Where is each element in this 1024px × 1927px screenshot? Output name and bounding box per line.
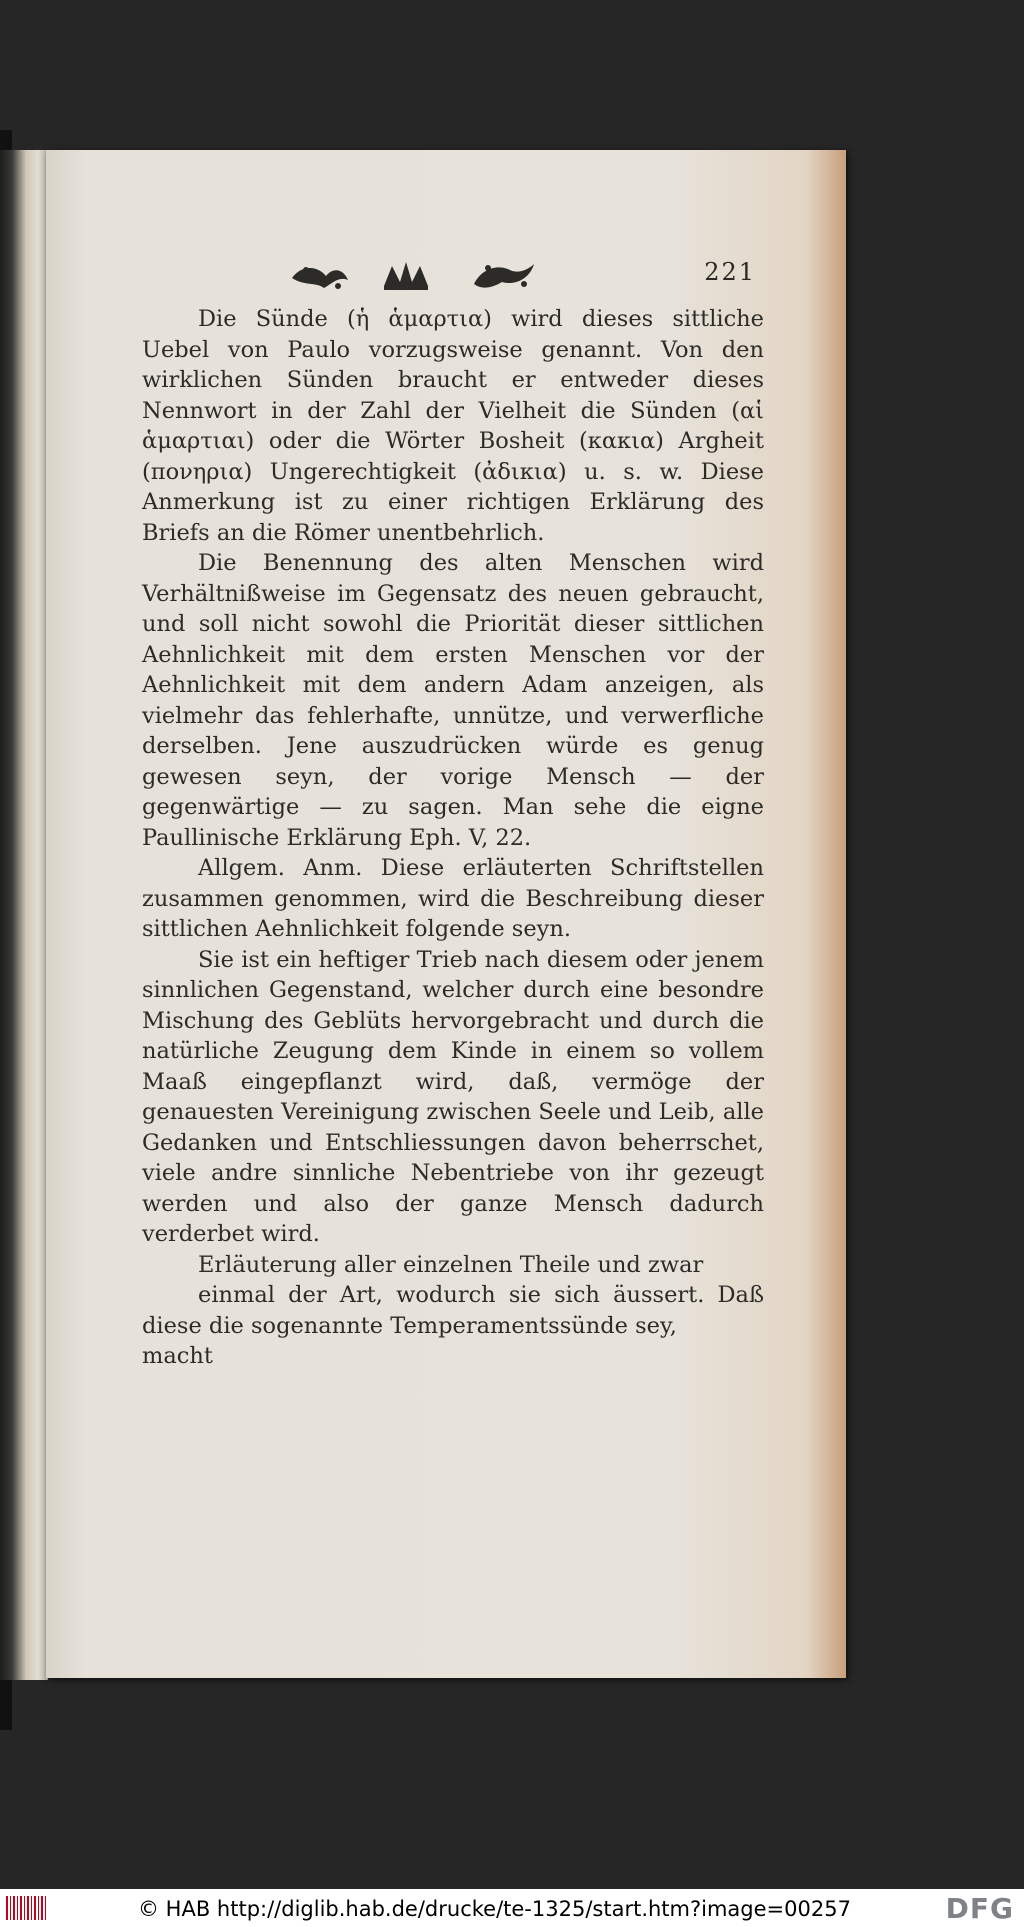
page-number: 221: [704, 258, 756, 286]
page-content: [142, 252, 764, 1372]
book-spine: [0, 150, 48, 1680]
source-link[interactable]: © HAB http://diglib.hab.de/drucke/te-1325/start.htm?image=00257: [138, 1897, 851, 1921]
paragraph: Die Benennung des alten Menschen wird Verhältnißweise im Gegensatz des neuen gebraucht, und soll nicht sowohl die Priorität dieser sittlichen Aehnlichkeit mit dem ersten Menschen vor der Aehnlichkeit mit dem andern Adam anzeigen, als vielmehr das fehlerhafte, unnütze, und verwerfliche derselben. Jene auszudrücken würde es genug gewesen seyn, der vorige Mensch — der gegenwärtige — zu sagen. Man sehe die eigne Paullinische Erklärung Eph. V, 22.: [142, 550, 764, 851]
paragraph: Die Sünde (ἡ ἁμαρτια) wird dieses sittliche Uebel von Paulo vorzugsweise genannt. Von den wirklichen Sünden braucht er entweder dieses Nennwort in der Zahl der Vielheit die Sünden (αἱ ἁμαρτιαι) oder die Wörter Bosheit (κακια) Argheit (πονηρια) Ungerechtigkeit (ἀδικια) u. s. w. Diese Anmerkung ist zu einer richtigen Erklärung des Briefs an die Römer unentbehrlich.: [142, 306, 764, 546]
dfg-logo: DFG: [945, 1892, 1014, 1925]
paragraph: Sie ist ein heftiger Trieb nach diesem oder jenem sinnlichen Gegenstand, welcher durch eine besondre Mischung des Geblüts hervorgebracht und durch die natürliche Zeugung dem Kinde in einem so vollem Maaß eingepflanzt wird, daß, vermöge der genauesten Vereinigung zwischen Seele und Leib, alle Gedanken und Entschliessungen davon beherrschet, viele andre sinnliche Nebentriebe von ihr gezeugt werden und also der ganze Mensch dadurch verderbet wird.: [142, 946, 764, 1247]
paragraph: Erläuterung aller einzelnen Theile und zwar: [198, 1251, 704, 1278]
paragraph: einmal der Art, wodurch sie sich äussert. Daß diese die sogenannte Temperamentssünde sey,: [142, 1282, 764, 1339]
printer-ornament-icon: [288, 256, 538, 296]
library-barcode-icon: [6, 1896, 46, 1920]
paragraph: Allgem. Anm. Diese erläuterten Schriftstellen zusammen genommen, wird die Beschreibung dieser sittlichen Aehnlichkeit folgende seyn.: [142, 855, 764, 942]
catchword: macht: [142, 1343, 213, 1369]
page-header: [142, 252, 764, 304]
book-page: [46, 150, 846, 1678]
page-text: [142, 304, 764, 1372]
footer-bar: [0, 1889, 1024, 1927]
